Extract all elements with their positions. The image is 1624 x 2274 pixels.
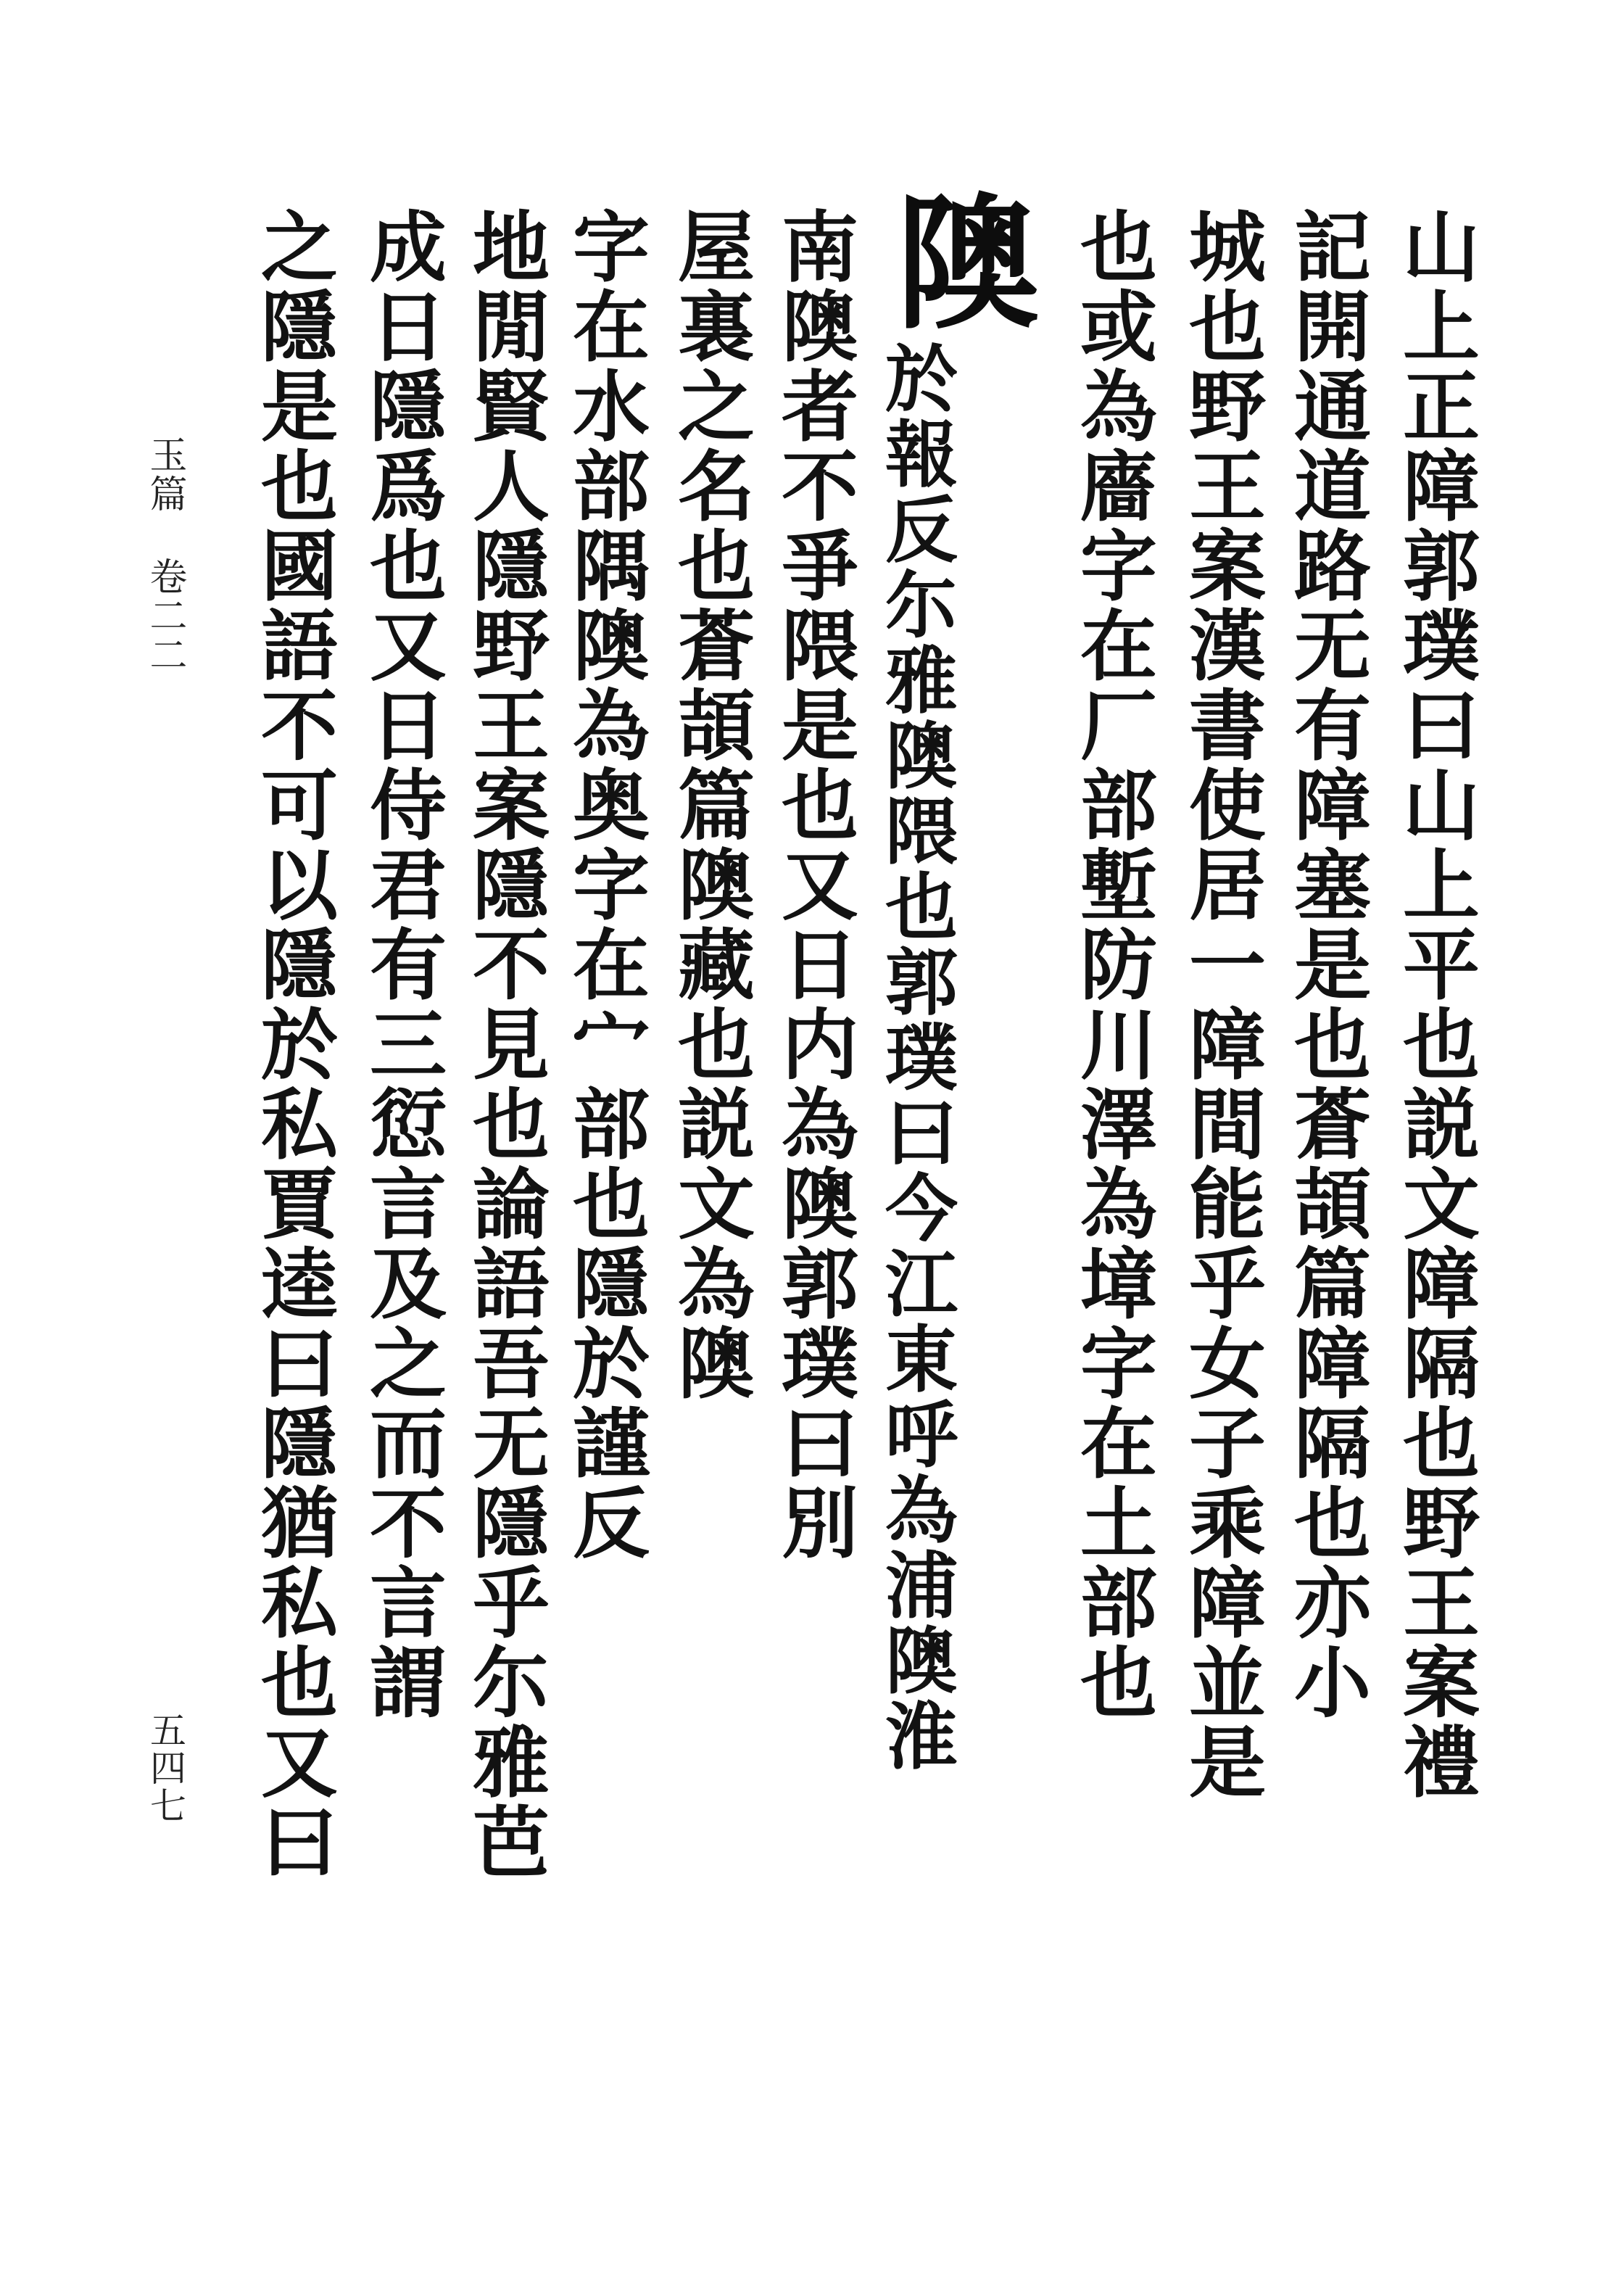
running-head-volume: 卷二二: [143, 557, 186, 674]
text-column: 南隩者不爭隈是也又日内為隩郭璞曰別: [769, 207, 860, 1563]
running-head: [138, 435, 192, 674]
text-column: 之隱是也國語不可以隱於私賈逵曰隱猶私也又曰: [249, 207, 339, 1882]
text-column: 城也野王案漢書使居一障間能乎女子乘障並是: [1177, 207, 1267, 1802]
text-column: 記開通道路无有障塞是也蒼頡篇障隔也亦小: [1282, 207, 1372, 1722]
text-column: 成日隱爲也又日侍君有三愆言及之而不言謂: [357, 207, 448, 1722]
text-column: 地閒賢人隱野王案隱不見也論語吾无隱乎尓雅芭: [460, 207, 551, 1882]
running-head-book: 玉篇: [143, 435, 186, 513]
text-column: 也或為廧字在厂部塹防川澤為墇字在土部也: [1068, 207, 1159, 1722]
text-column: 於報反尓雅隩隈也郭璞曰今江東呼為浦隩淮: [873, 341, 958, 1774]
text-column: 字在水部隅隩為奥字在宀部也隱於謹反: [560, 207, 651, 1563]
text-column: 山上正障郭璞曰山上平也説文障隔也野王案禮: [1391, 207, 1481, 1802]
page-number: 五四七: [144, 1711, 186, 1824]
text-column: 屋裏之名也蒼頡篇隩藏也説文為隩: [666, 207, 756, 1403]
head-character: 隩: [895, 179, 1040, 350]
